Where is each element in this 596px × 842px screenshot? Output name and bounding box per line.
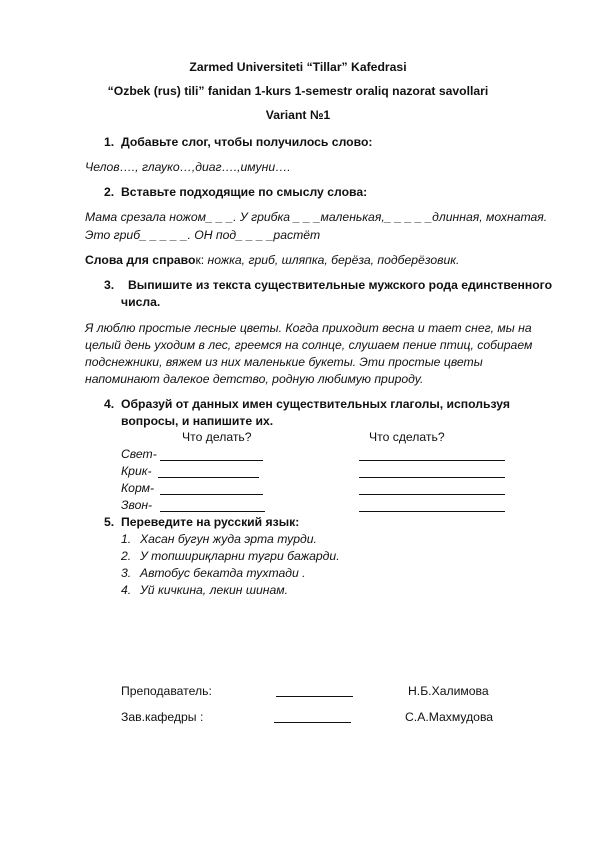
- translate-item: У топшириқларни тугри бажарди.: [140, 549, 340, 563]
- question-2-number: 2.: [104, 185, 115, 199]
- word-row-label: Свет-: [121, 447, 157, 461]
- answer-line: [359, 494, 505, 495]
- translate-item-number: 3.: [121, 566, 132, 580]
- answer-line: [359, 511, 505, 512]
- question-4-title-line-1: Образуй от данных имен существительных глаголы, используя: [121, 397, 510, 411]
- reference-label-tail: к:: [195, 253, 205, 267]
- signature-line: [276, 696, 353, 697]
- translate-item: Автобус бекатда тухтади .: [140, 566, 306, 580]
- text-line: напоминают далекое детство, родную любимую природу.: [85, 372, 424, 386]
- translate-item: Уй кичкина, лекин шинам.: [140, 583, 288, 597]
- question-4-number: 4.: [104, 397, 115, 411]
- question-1-text: Челов…., глауко…,диаг….,имуни….: [85, 160, 291, 174]
- signature-line: [274, 722, 351, 723]
- question-3-number: 3.: [104, 278, 115, 292]
- answer-line: [160, 494, 263, 495]
- answer-line: [160, 511, 265, 512]
- question-5-title: Переведите на русский язык:: [121, 515, 300, 529]
- translate-item-number: 1.: [121, 532, 132, 546]
- column-header-perfective: Что сделать?: [369, 430, 445, 444]
- question-4-title-line-2: вопросы, и напишите их.: [121, 414, 274, 428]
- answer-line: [158, 477, 259, 478]
- exam-title: “Ozbek (rus) tili” fanidan 1-kurs 1-semestr oraliq nazorat savollari: [107, 84, 489, 98]
- word-row-label: Крик-: [121, 464, 152, 478]
- university-title: Zarmed Universiteti “Tillar” Kafedrasi: [189, 60, 407, 74]
- text-line: целый день уходим в лес, греемся на солнце, слушаем пение птиц, собираем: [85, 338, 533, 352]
- word-row-label: Корм-: [121, 481, 155, 495]
- reference-words: ножка, гриб, шляпка, берёза, подберёзовик.: [204, 253, 460, 267]
- signature-role-teacher: Преподаватель:: [121, 684, 212, 698]
- question-2-reference: [85, 253, 459, 267]
- translate-item-number: 2.: [121, 549, 132, 563]
- column-header-imperfective: Что делать?: [182, 430, 252, 444]
- variant-title: Variant №1: [265, 108, 331, 122]
- answer-line: [359, 477, 505, 478]
- question-2-line-2: Это гриб_ _ _ _ _. ОН под_ _ _ _растёт: [85, 228, 321, 242]
- question-2-line-1: Мама срезала ножом_ _ _. У грибка _ _ _маленькая,_ _ _ _ _длинная, мохнатая.: [85, 210, 548, 224]
- answer-line: [160, 460, 263, 461]
- answer-line: [359, 460, 505, 461]
- translate-item: Хасан бугун жуда эрта турди.: [140, 532, 317, 546]
- question-1-title: Добавьте слог, чтобы получилось слово:: [121, 135, 373, 149]
- text-line: подснежники, вяжем из них маленькие букеты. Эти простые цветы: [85, 355, 483, 369]
- signature-name-head: С.А.Махмудова: [405, 710, 494, 724]
- text-line: Я люблю простые лесные цветы. Когда приходит весна и тает снег, мы на: [85, 321, 532, 335]
- question-1-number: 1.: [104, 135, 115, 149]
- question-2-title: Вставьте подходящие по смыслу слова:: [121, 185, 368, 199]
- word-row-label: Звон-: [121, 498, 153, 512]
- translate-item-number: 4.: [121, 583, 132, 597]
- signature-name-teacher: Н.Б.Халимова: [408, 684, 489, 698]
- reference-label: Слова для справо: [85, 253, 196, 267]
- question-5-number: 5.: [104, 515, 115, 529]
- question-3-title-line-1: Выпишите из текста существительные мужского рода единственного: [128, 278, 553, 292]
- question-3-title-line-2: числа.: [121, 295, 161, 309]
- signature-role-head: Зав.кафедры :: [121, 710, 204, 724]
